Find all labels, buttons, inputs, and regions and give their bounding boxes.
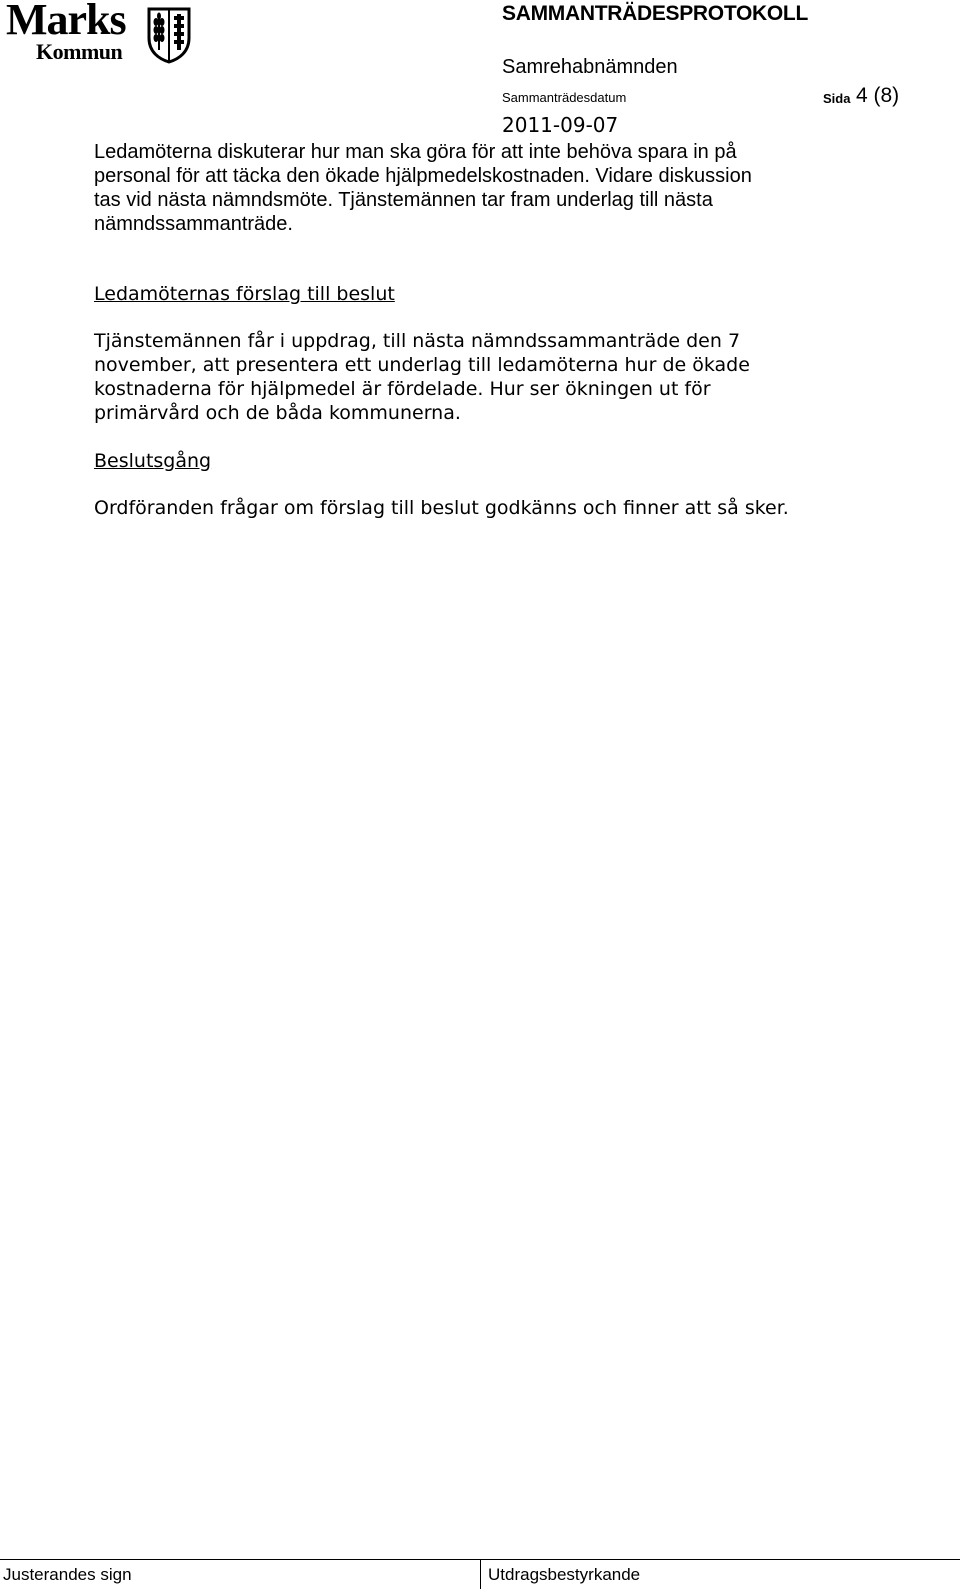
page-label: Sida bbox=[823, 91, 851, 106]
decision-heading: Beslutsgång bbox=[94, 450, 212, 472]
page-number: 4 (8) bbox=[856, 84, 900, 107]
document-type: SAMMANTRÄDESPROTOKOLL bbox=[502, 2, 808, 25]
meeting-date: 2011-09-07 bbox=[502, 113, 619, 137]
intro-paragraph: Ledamöterna diskuterar hur man ska göra för att inte behöva spara in på personal för att täcka den ökade hjälpmedelskostnaden. Vidare diskussion tas vid nästa nämndsmöte. Tjänstemännen tar fram underlag till nästa nämndssammanträde. bbox=[94, 141, 752, 235]
date-label: Sammanträdesdatum bbox=[502, 90, 627, 105]
logo-wordmark: Marks bbox=[6, 0, 126, 44]
proposal-heading: Ledamöternas förslag till beslut bbox=[94, 283, 395, 305]
logo-subtitle: Kommun bbox=[36, 39, 123, 64]
committee-name: Samrehabnämnden bbox=[502, 56, 678, 78]
footer-certification-label: Utdragsbestyrkande bbox=[488, 1565, 641, 1584]
footer-divider bbox=[480, 1559, 481, 1589]
footer-signature-label: Justerandes sign bbox=[3, 1565, 132, 1584]
decision-paragraph: Ordföranden frågar om förslag till beslut godkänns och finner att så sker. bbox=[94, 497, 789, 519]
municipality-logo bbox=[6, 0, 196, 68]
proposal-paragraph: Tjänstemännen får i uppdrag, till nästa nämndssammanträde den 7 november, att presentera ett underlag till ledamöterna hur de ökade kostnaderna för hjälpmedel är fördelade. Hur ser ökningen ut för primärvård och de båda kommunerna. bbox=[94, 330, 750, 424]
document-body bbox=[94, 140, 924, 520]
coat-of-arms-icon bbox=[146, 6, 192, 64]
